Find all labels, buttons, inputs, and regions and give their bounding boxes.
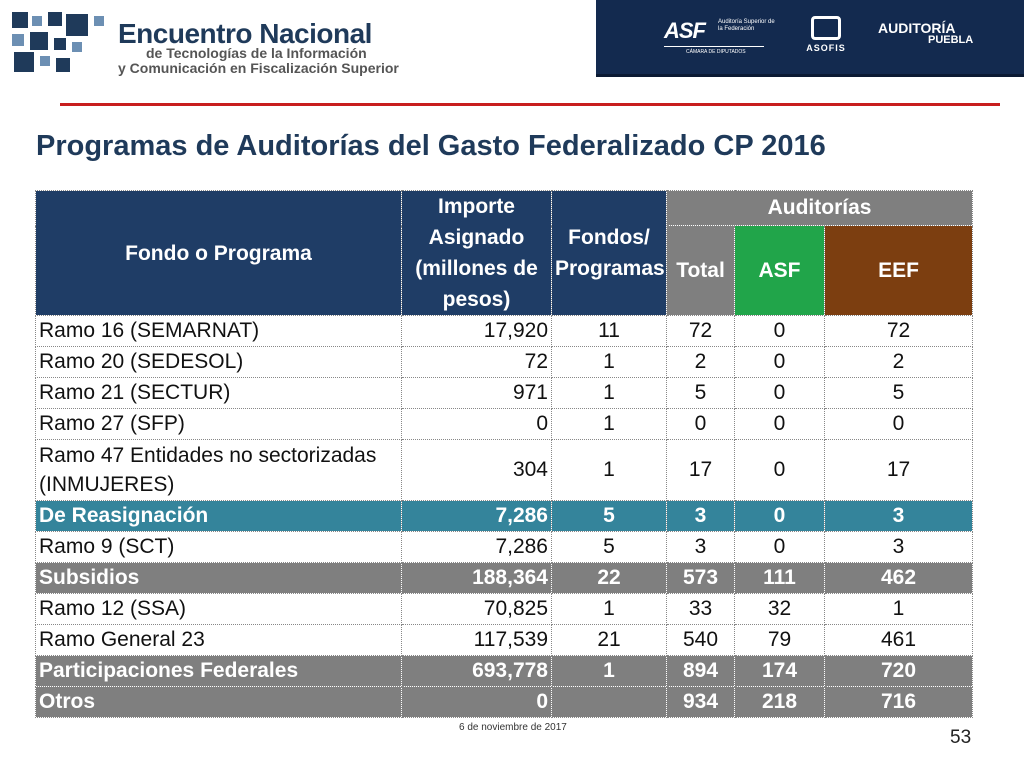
cell-name: Subsidios	[36, 563, 402, 594]
table-row	[36, 625, 973, 656]
cell-total: 33	[667, 594, 735, 625]
cell-fondos: 1	[552, 347, 667, 378]
cell-fondos: 5	[552, 501, 667, 532]
cell-eef: 1	[825, 594, 973, 625]
cell-name: Ramo 21 (SECTUR)	[36, 378, 402, 409]
cell-eef: 462	[825, 563, 973, 594]
cell-eef: 461	[825, 625, 973, 656]
cell-total: 5	[667, 378, 735, 409]
cell-total: 573	[667, 563, 735, 594]
cell-name: Ramo 20 (SEDESOL)	[36, 347, 402, 378]
cell-asf: 0	[735, 316, 825, 347]
puebla-logo-word: AUDITORÍA	[878, 20, 956, 36]
cell-asf: 174	[735, 656, 825, 687]
cell-eef: 5	[825, 378, 973, 409]
cell-importe: 971	[402, 378, 552, 409]
cell-total: 540	[667, 625, 735, 656]
cell-importe: 117,539	[402, 625, 552, 656]
table-row-group	[36, 501, 973, 532]
cell-fondos: 11	[552, 316, 667, 347]
table-row	[36, 440, 973, 501]
cell-importe: 70,825	[402, 594, 552, 625]
header-eef: EEF	[825, 226, 973, 316]
cell-asf: 218	[735, 687, 825, 718]
table-row-group	[36, 563, 973, 594]
cell-eef: 72	[825, 316, 973, 347]
page-title: Programas de Auditorías del Gasto Federalizado CP 2016	[36, 130, 826, 162]
table-row	[36, 316, 973, 347]
cell-name: Ramo General 23	[36, 625, 402, 656]
cell-importe: 72	[402, 347, 552, 378]
cell-name: Ramo 9 (SCT)	[36, 532, 402, 563]
cell-asf: 0	[735, 440, 825, 501]
cell-name: Participaciones Federales	[36, 656, 402, 687]
footer-date: 6 de noviembre de 2017	[459, 722, 567, 733]
asf-logo-text: Auditoría Superior de la Federación	[718, 19, 775, 32]
asf-logo	[664, 18, 775, 55]
cell-importe: 17,920	[402, 316, 552, 347]
table-row-group	[36, 656, 973, 687]
table-row	[36, 532, 973, 563]
cell-total: 2	[667, 347, 735, 378]
cell-eef: 3	[825, 501, 973, 532]
puebla-logo-sub: PUEBLA	[928, 34, 974, 46]
cell-eef: 2	[825, 347, 973, 378]
cell-fondos	[552, 687, 667, 718]
cell-name: Otros	[36, 687, 402, 718]
brand-subtitle-1: de Tecnologías de la Información	[146, 45, 367, 61]
header-fondos: Fondos/ Programas	[552, 191, 667, 316]
asofis-logo-word: ASOFIS	[806, 43, 846, 53]
cell-name: Ramo 27 (SFP)	[36, 409, 402, 440]
table-row	[36, 347, 973, 378]
header-logos-band	[596, 0, 1024, 77]
cell-asf: 111	[735, 563, 825, 594]
cell-eef: 716	[825, 687, 973, 718]
cell-importe: 304	[402, 440, 552, 501]
asf-logo-word: ASF	[664, 18, 705, 43]
table-row	[36, 378, 973, 409]
cell-name: Ramo 12 (SSA)	[36, 594, 402, 625]
cell-name: De Reasignación	[36, 501, 402, 532]
cell-name: Ramo 16 (SEMARNAT)	[36, 316, 402, 347]
cell-fondos: 1	[552, 440, 667, 501]
header-asf: ASF	[735, 226, 825, 316]
cell-fondos: 1	[552, 378, 667, 409]
asofis-logo	[796, 16, 856, 53]
event-logo-icon	[12, 12, 108, 76]
header-fondo: Fondo o Programa	[36, 191, 402, 316]
cell-importe: 0	[402, 409, 552, 440]
cell-total: 3	[667, 532, 735, 563]
cell-total: 72	[667, 316, 735, 347]
cell-eef: 0	[825, 409, 973, 440]
cell-total: 3	[667, 501, 735, 532]
cell-asf: 0	[735, 378, 825, 409]
cell-asf: 79	[735, 625, 825, 656]
cell-total: 934	[667, 687, 735, 718]
brand-subtitle-2: y Comunicación en Fiscalización Superior	[118, 60, 399, 76]
header-importe: Importe Asignado (millones de pesos)	[402, 191, 552, 316]
asf-logo-camara: CÁMARA DE DIPUTADOS	[686, 49, 746, 55]
cell-asf: 0	[735, 501, 825, 532]
cell-fondos: 22	[552, 563, 667, 594]
page-number: 53	[950, 727, 972, 748]
cell-total: 894	[667, 656, 735, 687]
cell-asf: 32	[735, 594, 825, 625]
auditoria-puebla-logo	[878, 20, 973, 46]
cell-fondos: 21	[552, 625, 667, 656]
cell-fondos: 1	[552, 656, 667, 687]
header-divider	[60, 103, 1000, 106]
cell-fondos: 1	[552, 409, 667, 440]
header-auditorias: Auditorías	[667, 191, 973, 226]
cell-total: 0	[667, 409, 735, 440]
asf-logo-rule	[664, 46, 764, 47]
cell-importe: 7,286	[402, 532, 552, 563]
cell-importe: 7,286	[402, 501, 552, 532]
cell-eef: 17	[825, 440, 973, 501]
cell-asf: 0	[735, 409, 825, 440]
cell-asf: 0	[735, 532, 825, 563]
cell-total: 17	[667, 440, 735, 501]
cell-name: Ramo 47 Entidades no sectorizadas (INMUJERES)	[36, 440, 402, 501]
cell-importe: 0	[402, 687, 552, 718]
brand-title: Encuentro Nacional	[118, 18, 372, 49]
header-total: Total	[667, 226, 735, 316]
cell-fondos: 5	[552, 532, 667, 563]
cell-eef: 720	[825, 656, 973, 687]
cell-eef: 3	[825, 532, 973, 563]
cell-asf: 0	[735, 347, 825, 378]
cell-fondos: 1	[552, 594, 667, 625]
audit-programs-table	[35, 190, 973, 718]
table-row-group	[36, 687, 973, 718]
asofis-emblem-icon	[811, 16, 841, 40]
table-row	[36, 409, 973, 440]
table-row	[36, 594, 973, 625]
cell-importe: 188,364	[402, 563, 552, 594]
cell-importe: 693,778	[402, 656, 552, 687]
